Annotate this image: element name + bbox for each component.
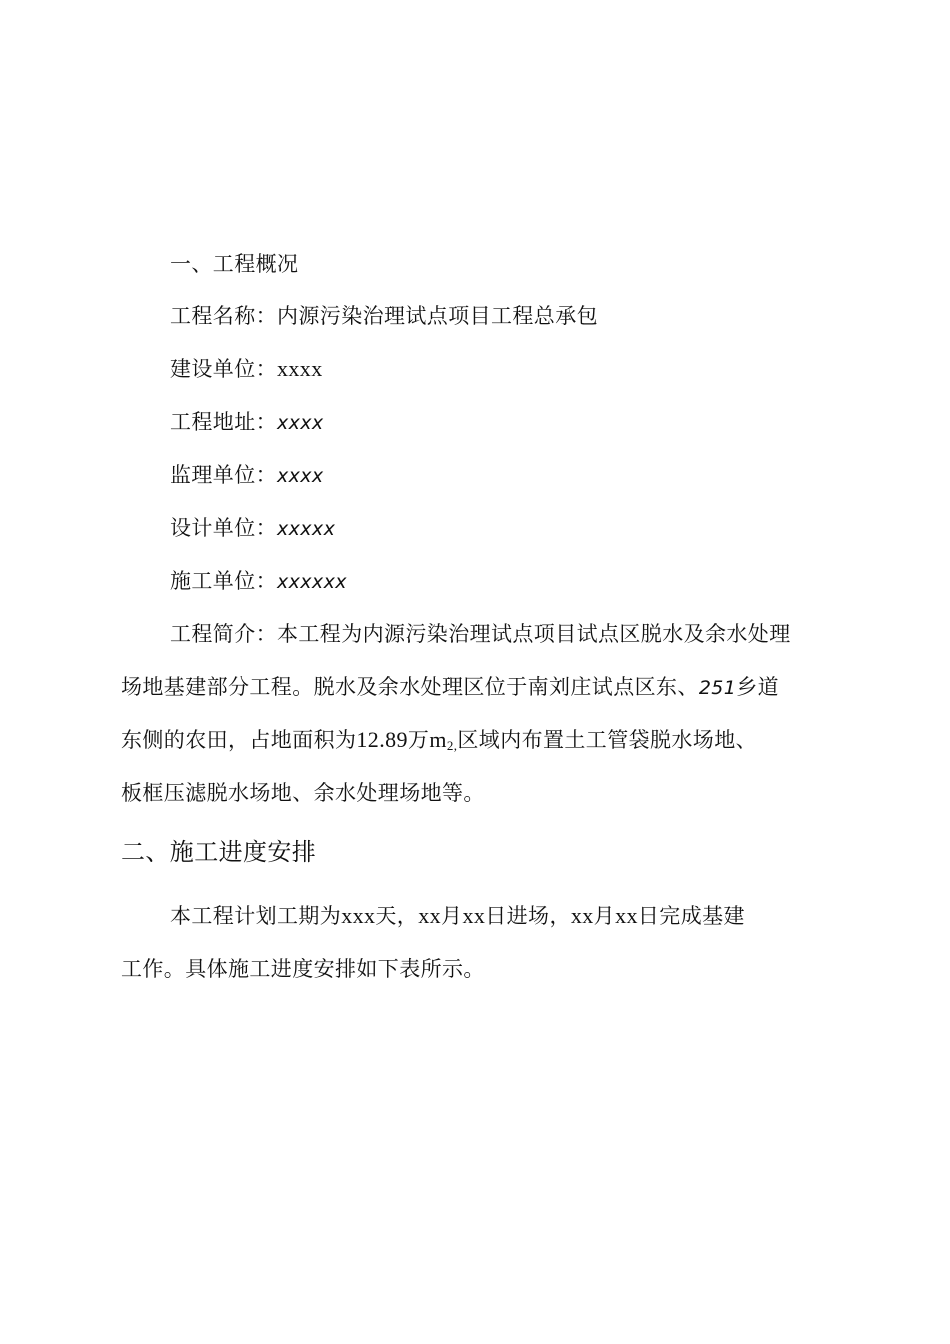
field-design-unit	[170, 514, 335, 543]
field-label: 施工单位：	[170, 569, 277, 593]
field-label: 设计单位：	[170, 516, 277, 540]
intro-line-1: 工程简介：本工程为内源污染治理试点项目试点区脱水及余水处理	[170, 622, 791, 646]
schedule-line-2: 工作。具体施工进度安排如下表所示。	[121, 957, 485, 981]
field-project-name	[170, 302, 598, 330]
field-label: 建设单位：	[170, 357, 277, 381]
intro-line-2: 场地基建部分工程。脱水及余水处理区位于南刘庄试点区东、251乡道	[121, 675, 780, 699]
field-label: 工程名称：	[170, 304, 277, 328]
field-contractor-unit	[170, 567, 347, 596]
section-1-heading: 一、工程概况	[170, 252, 299, 276]
field-value: xxxxxx	[277, 571, 347, 593]
field-value: 内源污染治理试点项目工程总承包	[277, 304, 598, 328]
field-construction-unit	[170, 355, 323, 383]
intro-line-3: 东侧的农田，占地面积为12.89万$m_{2,}$区域内布置土工管袋脱水场地、	[121, 727, 757, 753]
field-label: 工程简介：	[170, 622, 277, 646]
field-project-address	[170, 408, 324, 437]
field-value: xxxx	[277, 356, 323, 381]
intro-line-4: 板框压滤脱水场地、余水处理场地等。	[121, 781, 485, 805]
field-label: 监理单位：	[170, 463, 277, 487]
schedule-line-1: 本工程计划工期为xxx天，xx月xx日进场，xx月xx日完成基建	[170, 903, 745, 928]
field-supervision-unit	[170, 461, 324, 490]
field-label: 工程地址：	[170, 410, 277, 434]
field-value: xxxx	[277, 465, 324, 487]
section-2-heading: 二、施工进度安排	[121, 838, 317, 866]
field-value: xxxxx	[277, 518, 336, 540]
field-value: xxxx	[277, 412, 324, 434]
